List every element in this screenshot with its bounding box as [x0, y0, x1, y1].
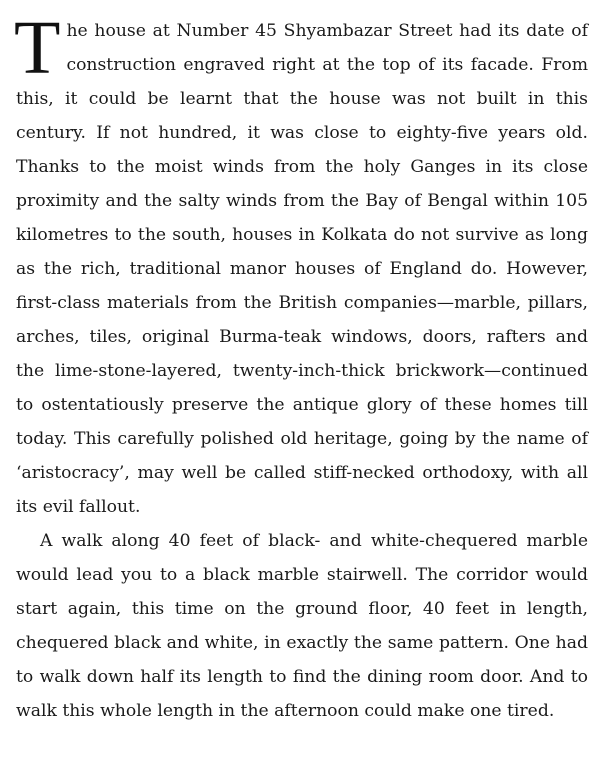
drop-cap: T	[14, 6, 61, 90]
paragraph-1-text: he house at Number 45 Shyambazar Street had its date of construction engraved right at the top of its facade. From this, it could be learnt that the house was not built in this century. If not hundred, it was close to eighty-five years old. Thanks to the moist winds from the holy Ganges in its close proximity and the salty winds from the Bay of Bengal within 105 kilometres to the south, houses in Kolkata do not survive as long as the rich, traditional manor houses of England do. However, first-class materials from the British companies—marble, pillars, arches, tiles, original Burma-teak windows, doors, rafters and the lime-stone-layered, twenty-inch-thick brickwork—continued to ostentatiously preserve the antique glory of these homes till today. This carefully polished old heritage, going by the name of ‘aristocracy’, may well be called stiff-necked orthodoxy, with all its evil fallout.	[16, 21, 588, 517]
paragraph-1	[14, 6, 588, 524]
paragraph-2: A walk along 40 feet of black- and white-chequered marble would lead you to a black marble stairwell. The corridor would start again, this time on the ground floor, 40 feet in length, chequered black and white, in exactly the same pattern. One had to walk down half its length to find the dining room door. And to walk this whole length in the afternoon could make one tired.	[16, 531, 588, 721]
